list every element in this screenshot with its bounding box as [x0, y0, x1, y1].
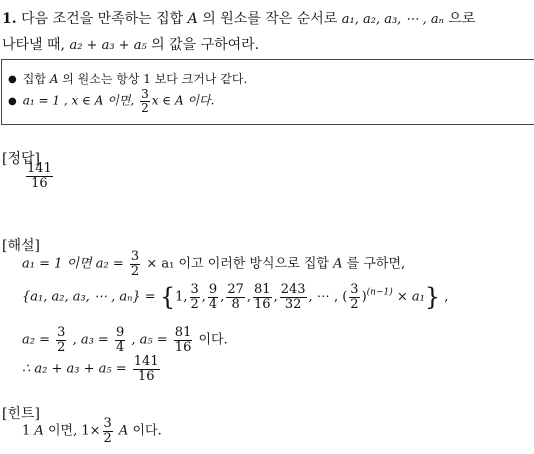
answer-label: [정답] — [2, 151, 40, 167]
solution-text: 1, — [175, 289, 188, 305]
fraction-numerator: 3 — [103, 416, 112, 431]
solution-line-1 — [22, 250, 405, 278]
fraction-denominator: 16 — [174, 339, 192, 355]
fraction — [349, 283, 359, 311]
fraction — [130, 250, 140, 278]
fraction-numerator: 81 — [174, 325, 192, 340]
condition-item-2 — [8, 88, 214, 114]
fraction — [226, 283, 245, 311]
solution-text: ∴ a₂ + a₃ + a₅ = — [22, 361, 127, 377]
fraction-denominator: 4 — [115, 339, 125, 355]
problem-line-1 — [2, 8, 475, 28]
problem-number: 1. — [2, 11, 17, 27]
set-symbol: A — [34, 423, 44, 439]
problem-text: 나타낼 때, — [2, 37, 65, 53]
fraction-denominator: 2 — [350, 296, 359, 312]
fraction-numerator: 141 — [133, 354, 159, 369]
fraction-numerator: 3 — [190, 282, 199, 297]
hint-line — [22, 417, 162, 445]
fraction-numerator: 9 — [208, 282, 218, 297]
hint-text: 1 — [22, 423, 31, 439]
solution-text: a₁ = 1 이면 a₂ = — [22, 256, 124, 272]
condition-text: x ∈ A 이다. — [151, 93, 215, 108]
condition-text: 집합 — [22, 72, 46, 86]
fraction — [103, 417, 113, 445]
problem-text: 으로 — [448, 11, 476, 27]
problem-text: 의 원소를 작은 순서로 — [202, 11, 338, 27]
fraction — [253, 283, 272, 311]
problem-line-2 — [2, 34, 259, 54]
fraction-denominator: 2 — [190, 296, 199, 312]
fraction-numerator: 141 — [27, 161, 52, 176]
fraction-numerator: 243 — [280, 282, 306, 297]
solution-line-2: {a₁, a₂, a₃, ⋯ , aₙ} = {1, $\frac{3}{2}$ , $\frac{9}{4}$ , $\frac{27}{8}$ , $\frac{81}{16}$ , $\frac{243}{32}$ , ⋯ , ( $\frac{3}{2}$ )$^{(n-1)}$ × a₁} , — [22, 282, 449, 312]
condition-text: 의 원소는 항상 1 보다 크거나 같다. — [62, 72, 248, 86]
exponent: (n−1) — [366, 287, 393, 298]
hint-label: [힌트] — [2, 406, 40, 422]
fraction-denominator: 4 — [208, 296, 218, 312]
fraction-numerator: 27 — [227, 282, 244, 297]
fraction — [208, 283, 218, 311]
fraction-numerator: 3 — [141, 87, 149, 101]
solution-text: 이다. — [198, 332, 228, 348]
problem-text: 다음 조건을 만족하는 집합 — [21, 11, 184, 27]
bullet-icon: ● — [8, 95, 17, 107]
set-symbol: A — [333, 256, 343, 272]
fraction — [174, 326, 193, 354]
solution-text: , a₅ = — [131, 332, 168, 348]
solution-text: {a₁, a₂, a₃, ⋯ , aₙ} = — [22, 289, 156, 305]
fraction — [133, 355, 160, 383]
bullet-icon: ● — [8, 74, 17, 85]
condition-item-1 — [8, 70, 247, 87]
problem-text: 의 값을 구하여라. — [151, 37, 260, 53]
fraction-numerator: 3 — [350, 282, 359, 297]
fraction-denominator: 2 — [57, 339, 66, 355]
set-symbol: A — [118, 423, 129, 439]
solution-text: , a₃ = — [72, 332, 109, 348]
solution-line-4 — [22, 355, 162, 383]
solution-text: × a₁ — [396, 289, 425, 305]
fraction-denominator: 8 — [226, 297, 245, 312]
fraction-denominator: 16 — [133, 369, 160, 384]
fraction-numerator: 9 — [115, 325, 125, 340]
fraction-numerator: 81 — [254, 282, 271, 297]
set-symbol: A — [187, 11, 198, 27]
fraction-numerator: 3 — [57, 325, 66, 340]
set-symbol: A — [49, 72, 59, 86]
sum-expression: a₂ + a₃ + a₅ — [69, 38, 147, 53]
fraction-numerator: 3 — [130, 249, 140, 264]
fraction-denominator: 16 — [26, 176, 53, 191]
solution-text: 를 구하면, — [346, 256, 406, 272]
fraction — [26, 162, 53, 190]
sequence-expression: a₁, a₂, a₃, ⋯ , aₙ — [341, 12, 444, 27]
fraction-denominator: 32 — [280, 297, 307, 312]
fraction — [140, 88, 150, 114]
solution-text: , ⋯ , ( — [308, 289, 348, 305]
brace: { — [159, 283, 176, 312]
fraction — [280, 283, 307, 311]
fraction-denominator: 2 — [130, 263, 140, 279]
hint-text: 이다. — [132, 423, 162, 439]
fraction — [56, 326, 66, 354]
solution-line-3 — [22, 326, 228, 354]
condition-text: a₁ = 1 , x ∈ A 이면, — [22, 93, 135, 108]
fraction-denominator: 16 — [254, 296, 271, 312]
solution-text: , — [444, 289, 449, 305]
fraction — [190, 283, 200, 311]
brace: } — [424, 283, 441, 312]
fraction-denominator: 2 — [103, 430, 112, 446]
fraction — [115, 326, 125, 354]
solution-text: a₂ = — [22, 332, 50, 348]
hint-text: 이면, 1× — [47, 423, 101, 439]
solution-label: [해설] — [2, 238, 40, 254]
solution-text: × a₁ 이고 이러한 방식으로 집합 — [146, 256, 329, 272]
fraction-denominator: 2 — [141, 100, 149, 115]
answer-value — [24, 162, 55, 190]
